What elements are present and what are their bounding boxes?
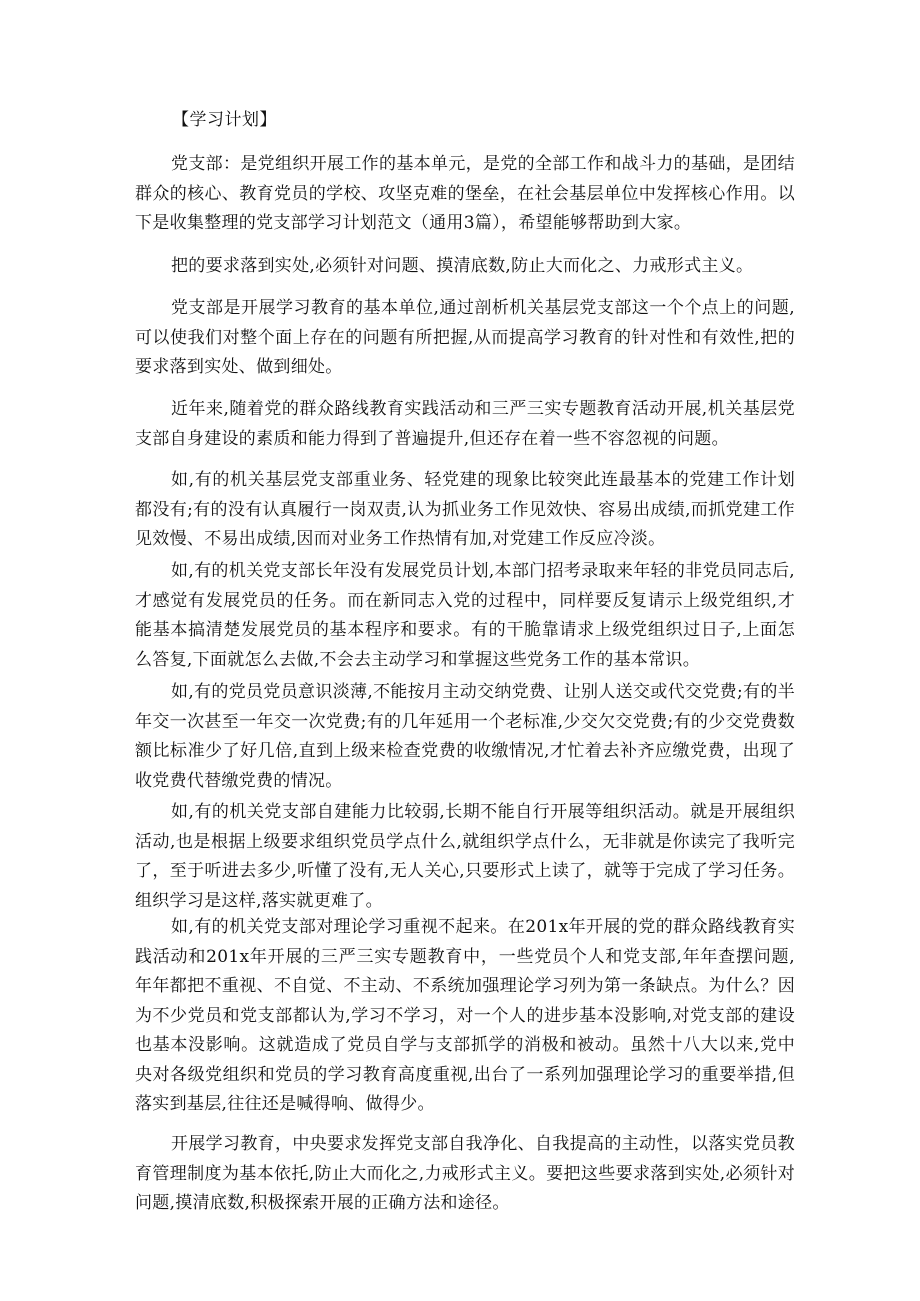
paragraph-3: 党支部是开展学习教育的基本单位,通过剖析机关基层党支部这一个个点上的问题,可以使我们对整个面上存在的问题有所把握,从而提高学习教育的针对性和有效性,把的要求落到实处、做到细处。: [135, 298, 795, 377]
paragraph-8: 如,有的机关党支部自建能力比较弱,长期不能自行开展等组织活动。就是开展组织活动,也是根据上级要求组织党员学点什么,就组织学点什么，无非就是你读完了我听完了，至于听进去多少,听懂了没有,无人关心,只要形式上读了，就等于完成了学习任务。组织学习是这样,落实就更难了。: [135, 802, 795, 911]
paragraph-5: 如,有的机关基层党支部重业务、轻党建的现象比较突此连最基本的党建工作计划都没有;有的没有认真履行一岗双责,认为抓业务工作见效快、容易出成绩,而抓党建工作见效慢、不易出成绩,因而对业务工作热情有加,对党建工作反应冷淡。: [135, 470, 795, 549]
paragraph-10: 开展学习教育，中央要求发挥党支部自我净化、自我提高的主动性，以落实党员教育管理制度为基本依托,防止大而化之,力戒形式主义。要把这些要求落到实处,必须针对问题,摸清底数,积极探索开展的正确方法和途径。: [135, 1134, 795, 1213]
document-heading: 【学习计划】: [172, 110, 277, 130]
paragraph-9: 如,有的机关党支部对理论学习重视不起来。在201x年开展的党的群众路线教育实践活动和201x年开展的三严三实专题教育中，一些党员个人和党支部,年年查摆问题,年年都把不重视、不自觉、不主动、不系统加强理论学习列为第一条缺点。为什么？因为不少党员和党支部都认为,学习不学习，对一个人的进步基本没影响,对党支部的建设也基本没影响。这就造成了党员自学与支部抓学的消极和被动。虽然十八大以来,党中央对各级党组织和党员的学习教育高度重视,出台了一系列加强理论学习的重要举措,但落实到基层,往往还是喊得响、做得少。: [135, 917, 795, 1114]
paragraph-intro: 党支部：是党组织开展工作的基本单元，是党的全部工作和战斗力的基础，是团结群众的核心、教育党员的学校、攻坚克难的堡垒，在社会基层单位中发挥核心作用。以下是收集整理的党支部学习计划范文（通用3篇），希望能够帮助到大家。: [135, 154, 795, 233]
paragraph-2: 把的要求落到实处,必须针对问题、摸清底数,防止大而化之、力戒形式主义。: [171, 256, 754, 276]
paragraph-7: 如,有的党员党员意识淡薄,不能按月主动交纳党费、让别人送交或代交党费;有的半年交一次甚至一年交一次党费;有的几年延用一个老标准,少交欠交党费;有的少交党费数额比标准少了好几倍,直到上级来检查党费的收缴情况,才忙着去补齐应缴党费，出现了收党费代替缴党费的情况。: [135, 682, 795, 791]
paragraph-4: 近年来,随着党的群众路线教育实践活动和三严三实专题教育活动开展,机关基层党支部自身建设的素质和能力得到了普遍提升,但还存在着一些不容忽视的问题。: [135, 399, 795, 449]
paragraph-6: 如,有的机关党支部长年没有发展党员计划,本部门招考录取来年轻的非党员同志后,才感觉有发展党员的任务。而在新同志入党的过程中，同样要反复请示上级党组织,才能基本搞清楚发展党员的基本程序和要求。有的干脆靠请求上级党组织过日子,上面怎么答复,下面就怎么去做,不会去主动学习和掌握这些党务工作的基本常识。: [135, 561, 795, 670]
